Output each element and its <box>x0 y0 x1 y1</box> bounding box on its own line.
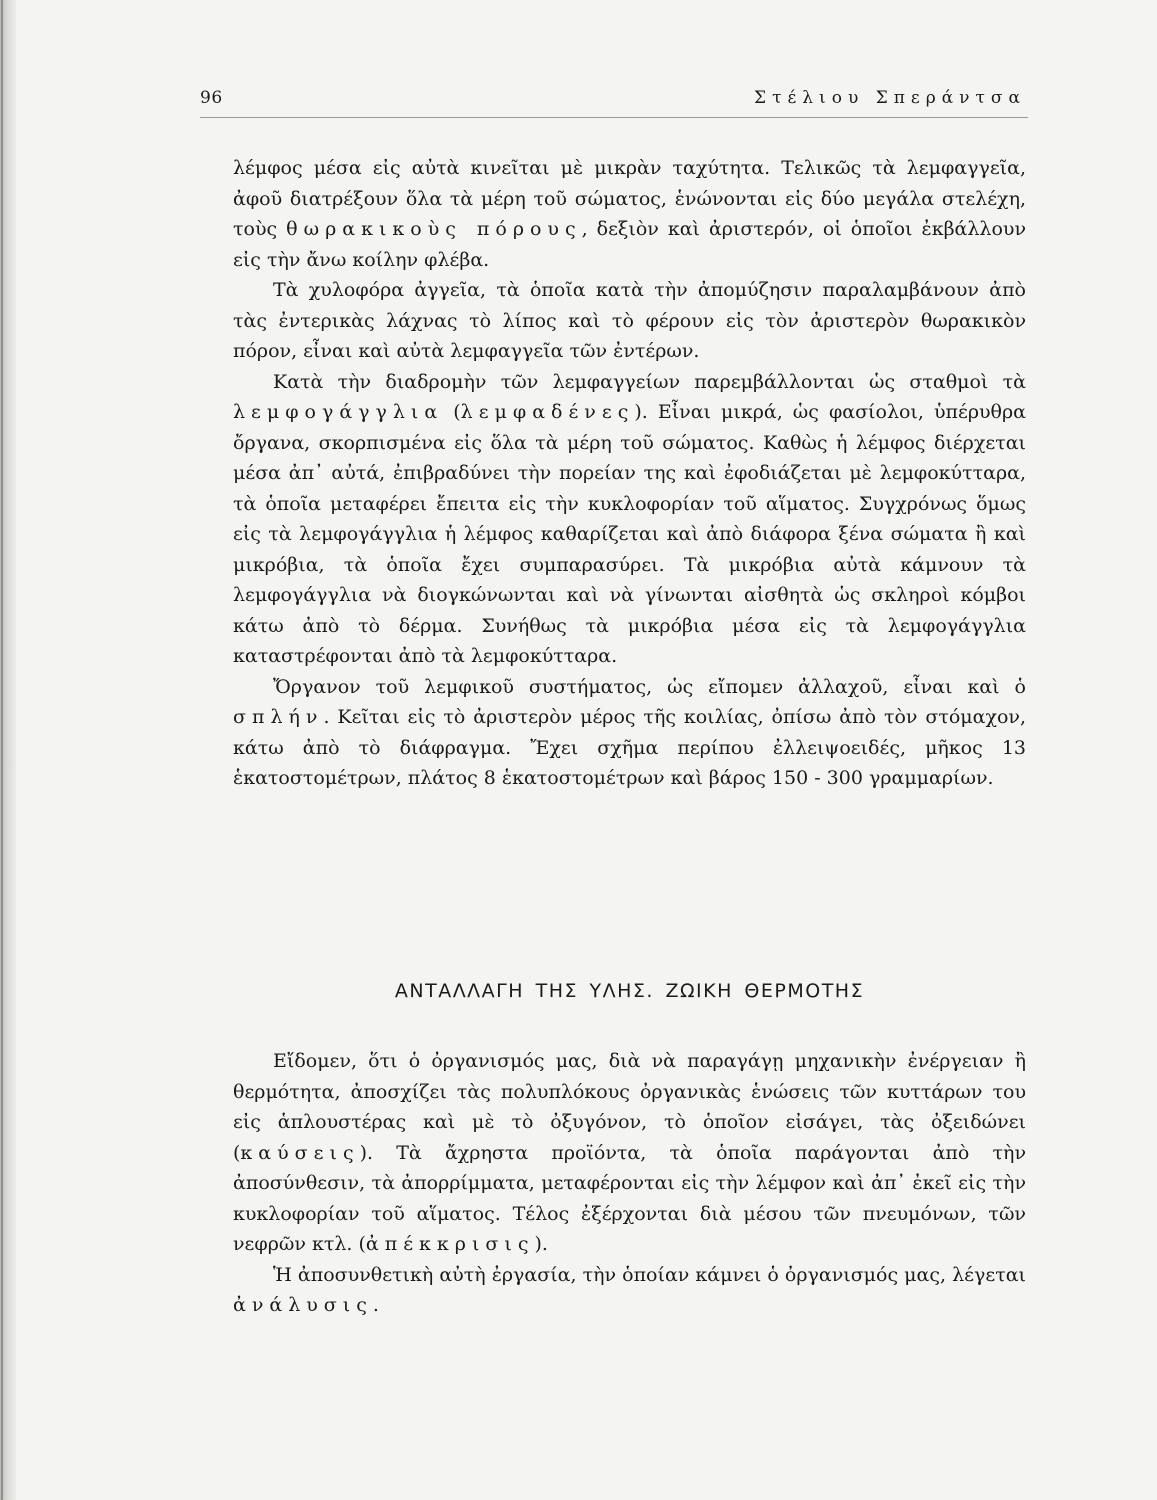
paragraph-metabolism <box>233 1046 1026 1260</box>
spaced-term: ἀπέκκρισις <box>365 1233 535 1255</box>
spaced-term: σπλήν <box>233 706 324 728</box>
paragraph-text: Ἡ ἀποσυνθετικὴ αὐτὴ ἐργασία, τὴν ὁποίαν κάμνει ὁ ὀργανισμός μας, λέγεται <box>273 1263 1026 1286</box>
paragraph-text: ( <box>443 401 461 423</box>
paragraph-text: , δεξιὸν καὶ ἀριστερόν, οἱ ὁποῖοι ἐκβάλλουν εἰς τὴν ἄνω κοίλην φλέβα. <box>233 218 1027 271</box>
paragraph-analysis <box>233 1260 1026 1321</box>
spaced-term: καύσεις <box>240 1141 360 1164</box>
text-block-bottom <box>233 1046 1026 1321</box>
paragraph-text: ). Τὰ ἄχρηστα προϊόντα, τὰ ὁποῖα παράγονται ἀπὸ τὴν ἀποσύνθεσιν, τὰ ἀπορρίμματα, μεταφέρονται εἰς τὴν λέμφον καὶ ἀπ᾽ ἐκεῖ εἰς τὴν κυκλοφορίαν τοῦ αἵματος. Τέλος ἐξέρχονται διὰ μέσου τῶν πνευμόνων, τῶν νεφρῶν κτλ. ( <box>233 1141 1026 1255</box>
paragraph-chyle-vessels: Τὰ χυλοφόρα ἀγγεῖα, τὰ ὁποῖα κατὰ τὴν ἀπομύζησιν παραλαμβάνουν ἀπὸ τὰς ἐντερικὰς λάχνας τὸ λίπος καὶ τὸ φέρουν εἰς τὸν ἀριστερὸν θωρακικὸν πόρον, εἶναι καὶ αὐτὰ λεμφαγγεῖα τῶν ἐντέρων. <box>233 279 1026 362</box>
header-rule <box>200 117 1028 118</box>
paragraph-text: . Κεῖται εἰς τὸ ἀριστερὸν μέρος τῆς κοιλίας, ὀπίσω ἀπὸ τὸν στόμαχον, κάτω ἀπὸ τὸ διάφραγμα. Ἔχει σχῆμα περίπου ἐλλειψοειδές, μῆκος 13 ἑκατοστομέτρων, πλάτος 8 ἑκατοστομέτρων καὶ βάρος 150 - 300 γραμμαρίων. <box>233 706 1026 789</box>
spaced-term: θωρακικοὺς πόρους <box>286 218 582 240</box>
paragraph-text: ). Εἶναι μικρά, ὡς φασίολοι, ὑπέρυθρα ὄργανα, σκορπισμένα εἰς ὅλα τὰ μέρη τοῦ σώματος. Καθὼς ἡ λέμφος διέρχεται μέσα ἀπ᾽ αὐτά, ἐπιβραδύνει τὴν πορείαν της καὶ ἐφοδιάζεται μὲ λεμφοκύτταρα, τὰ ὁποῖα μεταφέρει ἔπειτα εἰς τὴν κυκλοφορίαν τοῦ αἵματος. Συγχρόνως ὅμως εἰς τὰ λεμφογάγγλια ἡ λέμφος καθαρίζεται καὶ ἀπὸ διάφορα ξένα σώματα ἢ καὶ μικρόβια, τὰ ὁποῖα ἔχει συμπαρασύρει. Τὰ μικρόβια αὐτὰ κάμνουν τὰ λεμφογάγγλια νὰ διογκώνωνται καὶ νὰ γίνωνται αἰσθητὰ ὡς σκληροὶ κόμβοι κάτω ἀπὸ τὸ δέρμα. Συνήθως τὰ μικρόβια μέσα εἰς τὰ λεμφογάγγλια καταστρέφονται ἀπὸ τὰ λεμφοκύτταρα. <box>233 401 1026 667</box>
paragraph-text: λέμφος μέσα εἰς αὐτὰ κινεῖται μὲ μικρὰν ταχύτητα. Τελικῶς τὰ λεμφαγγεῖα, ἀφοῦ διατρέξουν ὅλα τὰ μέρη τοῦ σώματος, ἑνώνονται εἰς δύο μεγάλα στελέχη, τοὺς <box>233 157 1026 240</box>
page-number: 96 <box>200 88 223 108</box>
section-heading: ΑΝΤΑΛΛΑΓΗ ΤΗΣ ΥΛΗΣ. ΖΩΙΚΗ ΘΕΡΜΟΤΗΣ <box>394 980 865 1002</box>
paragraph-text: Κατὰ τὴν διαδρομὴν τῶν λεμφαγγείων παρεμβάλλονται ὡς σταθμοὶ τὰ <box>273 370 1026 393</box>
paragraph-text: Ὄργανον τοῦ λεμφικοῦ συστήματος, ὡς εἴπομεν ἀλλαχοῦ, εἶναι καὶ ὁ <box>273 675 1026 698</box>
running-head <box>200 88 1026 114</box>
running-head-author: Στέλιου Σπεράντσα <box>754 88 1026 108</box>
paragraph-text: . <box>372 1294 379 1316</box>
spaced-term: λεμφαδένες <box>460 401 635 423</box>
paragraph-text: ). <box>534 1233 548 1255</box>
paragraph-text: Εἴδομεν, ὅτι ὁ ὀργανισμός μας, διὰ νὰ παραγάγῃ μηχανικὴν ἐνέργειαν ἢ θερμότητα, ἀποσχίζει τὰς πολυπλόκους ὀργανικὰς ἑνώσεις τῶν κυττάρων του εἰς ἁπλουστέρας καὶ μὲ τὸ ὀξυγόνον, τὸ ὁποῖον εἰσάγει, τὰς ὀξειδώνει ( <box>233 1050 1026 1164</box>
text-block-top <box>233 153 1026 794</box>
paragraph-lymph-vessels <box>233 153 1026 275</box>
spaced-term: ἀνάλυσις <box>233 1294 373 1316</box>
spaced-term: λεμφογάγγλια <box>233 401 444 423</box>
paragraph-spleen <box>233 672 1026 794</box>
paragraph-lymph-nodes <box>233 367 1026 672</box>
